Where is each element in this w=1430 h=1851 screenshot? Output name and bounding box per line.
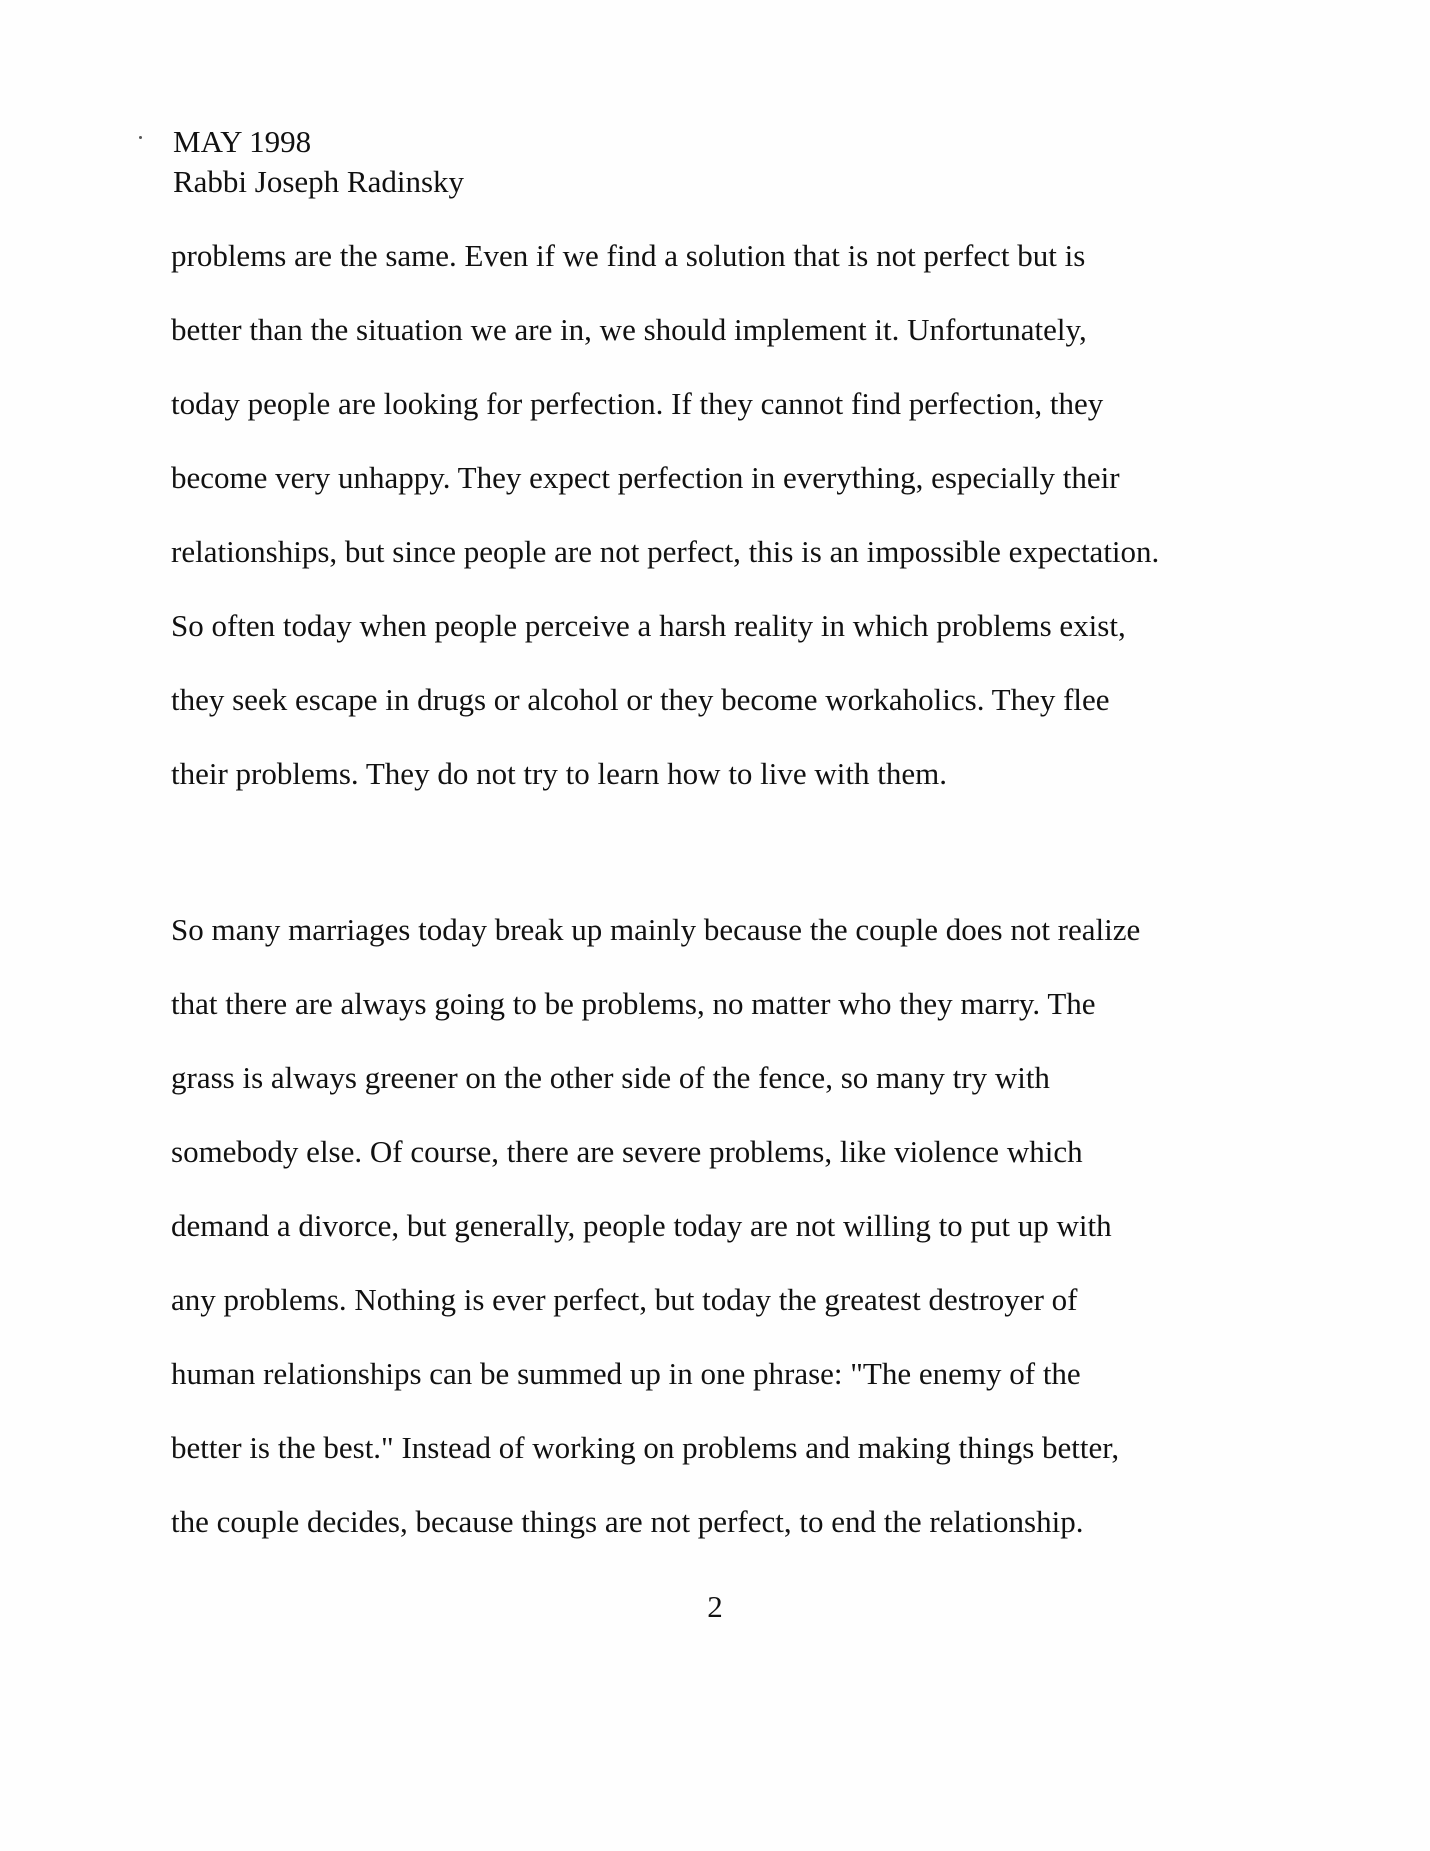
paragraph-line: any problems. Nothing is ever perfect, but today the greatest destroyer of (171, 1282, 1078, 1317)
header-date: MAY 1998 (173, 124, 312, 159)
paragraph-line: that there are always going to be problems, no matter who they marry. The (171, 986, 1096, 1021)
header-author: Rabbi Joseph Radinsky (173, 164, 465, 199)
paragraph-line: So often today when people perceive a harsh reality in which problems exist, (171, 608, 1126, 643)
paragraph-line: better than the situation we are in, we should implement it. Unfortunately, (171, 312, 1087, 347)
paragraph-line: they seek escape in drugs or alcohol or they become workaholics. They flee (171, 682, 1110, 717)
paragraph-line: So many marriages today break up mainly because the couple does not realize (171, 912, 1141, 947)
paragraph-line: become very unhappy. They expect perfection in everything, especially their (171, 460, 1120, 495)
paragraph-line: demand a divorce, but generally, people today are not willing to put up with (171, 1208, 1112, 1243)
paragraph-line: the couple decides, because things are not perfect, to end the relationship. (171, 1504, 1084, 1539)
document-header (173, 122, 464, 202)
paragraph-2 (171, 893, 1281, 1559)
paragraph-line: somebody else. Of course, there are severe problems, like violence which (171, 1134, 1083, 1169)
paragraph-line: human relationships can be summed up in one phrase: "The enemy of the (171, 1356, 1081, 1391)
paragraph-line: problems are the same. Even if we find a solution that is not perfect but is (171, 238, 1086, 273)
paragraph-1 (171, 219, 1281, 811)
paragraph-line: today people are looking for perfection. If they cannot find perfection, they (171, 386, 1104, 421)
scan-speck (139, 136, 142, 139)
paragraph-line: grass is always greener on the other side of the fence, so many try with (171, 1060, 1050, 1095)
paragraph-line: better is the best." Instead of working on problems and making things better, (171, 1430, 1120, 1465)
page-number: 2 (707, 1589, 723, 1624)
paragraph-line: relationships, but since people are not perfect, this is an impossible expectation. (171, 534, 1160, 569)
paragraph-line: their problems. They do not try to learn how to live with them. (171, 756, 948, 791)
